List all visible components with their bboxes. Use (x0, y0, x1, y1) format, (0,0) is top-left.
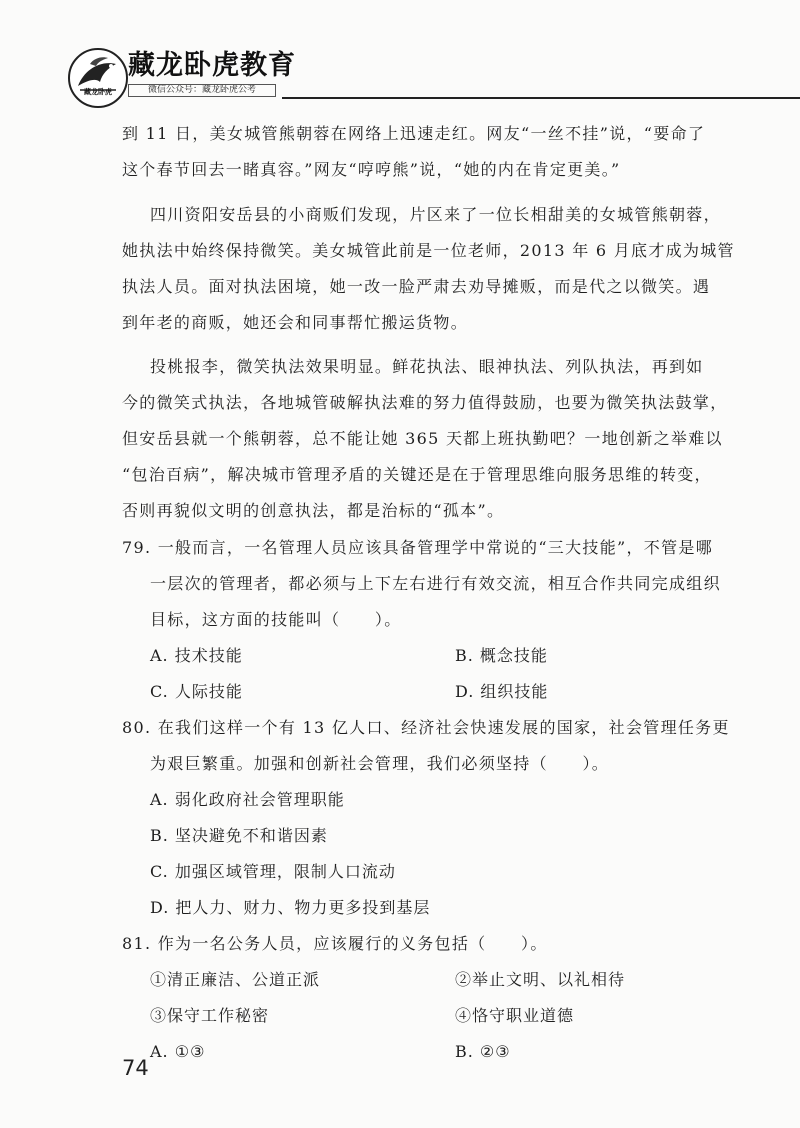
passage-line: “包治百病”，解决城市管理矛盾的关键还是在于管理思维向服务思维的转变， (122, 465, 712, 484)
brand-name: 藏龙卧虎教育 (128, 50, 296, 81)
passage-line: 否则再貌似文明的创意执法，都是治标的“孤本”。 (122, 501, 505, 520)
option-a: A. ①③ (150, 1042, 206, 1061)
logo (68, 48, 128, 108)
question-text: 80. 在我们这样一个有 13 亿人口、经济社会快速发展的国家，社会管理任务更 (122, 718, 730, 737)
question-text: 81. 作为一名公务人员，应该履行的义务包括（ ）。 (122, 934, 548, 953)
option-a: A. 技术技能 (150, 646, 243, 665)
passage-line: 这个春节回去一睹真容。”网友“哼哼熊”说，“她的内在肯定更美。” (122, 160, 621, 179)
passage-line: 但安岳县就一个熊朝蓉，总不能让她 365 天都上班执勤吧？一地创新之举难以 (122, 429, 723, 448)
header-rule (282, 97, 800, 99)
passage-line: 执法人员。面对执法困境，她一改一脸严肃去劝导摊贩，而是代之以微笑。遇 (122, 277, 711, 296)
brand-subtitle: 微信公众号：藏龙卧虎公考 (128, 84, 276, 97)
page-header (0, 0, 800, 106)
question-text: 79. 一般而言，一名管理人员应该具备管理学中常说的“三大技能”，不管是哪 (122, 538, 713, 557)
statement-3: ③保守工作秘密 (150, 1006, 270, 1025)
statement-1: ①清正廉洁、公道正派 (150, 970, 321, 989)
page-number: 74 (122, 1056, 149, 1080)
option-d: D. 组织技能 (455, 682, 549, 701)
passage-line: 四川资阳安岳县的小商贩们发现，片区来了一位长相甜美的女城管熊朝蓉， (150, 205, 721, 224)
option-c: C. 人际技能 (150, 682, 243, 701)
logo-caption: 藏龙卧虎 (84, 88, 112, 96)
passage-line: 投桃报李，微笑执法效果明显。鲜花执法、眼神执法、列队执法，再到如 (150, 357, 704, 376)
question-text: 为艰巨繁重。加强和创新社会管理，我们必须坚持（ ）。 (150, 754, 610, 773)
question-text: 目标，这方面的技能叫（ ）。 (150, 610, 402, 629)
statement-2: ②举止文明、以礼相待 (455, 970, 626, 989)
option-b: B. ②③ (455, 1042, 511, 1061)
option-c: C. 加强区域管理，限制人口流动 (150, 862, 396, 881)
statement-4: ④恪守职业道德 (455, 1006, 575, 1025)
passage-line: 今的微笑式执法，各地城管破解执法难的努力值得鼓励，也要为微笑执法鼓掌， (122, 393, 728, 412)
option-b: B. 概念技能 (455, 646, 548, 665)
tiger-dragon-icon (70, 50, 126, 106)
option-d: D. 把人力、财力、物力更多投到基层 (150, 898, 431, 917)
passage-line: 她执法中始终保持微笑。美女城管此前是一位老师，2013 年 6 月底才成为城管 (122, 241, 735, 260)
passage-line: 到年老的商贩，她还会和同事帮忙搬运货物。 (122, 313, 469, 332)
option-a: A. 弱化政府社会管理职能 (150, 790, 345, 809)
option-b: B. 坚决避免不和谐因素 (150, 826, 328, 845)
question-text: 一层次的管理者，都必须与上下左右进行有效交流，相互合作共同完成组织 (150, 574, 721, 593)
passage-line: 到 11 日，美女城管熊朝蓉在网络上迅速走红。网友“一丝不挂”说，“要命了 (122, 124, 706, 143)
